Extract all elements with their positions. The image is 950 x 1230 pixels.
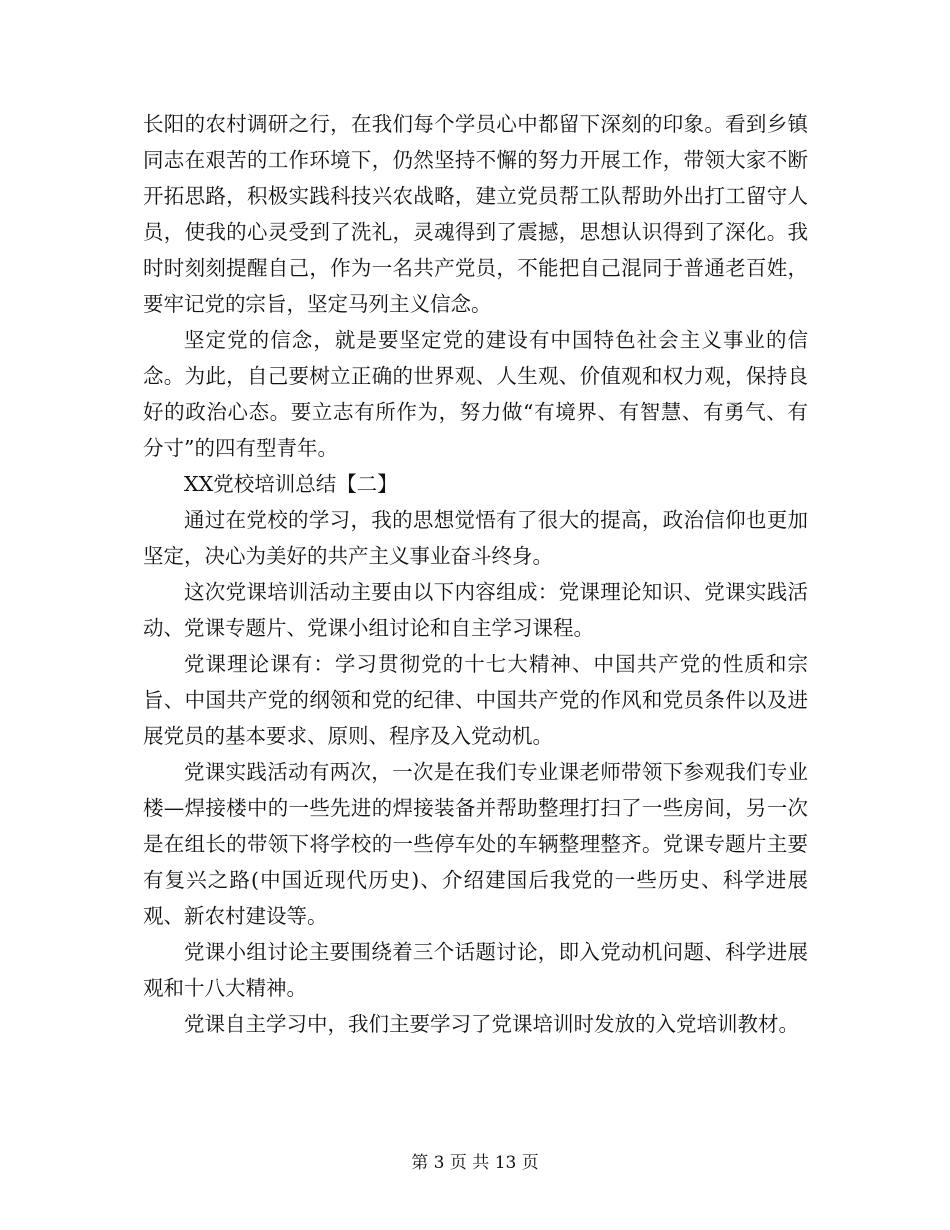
paragraph-4: 这次党课培训活动主要由以下内容组成：党课理论知识、党课实践活动、党课专题片、党课小组讨论和自主学习课程。	[143, 580, 808, 640]
paragraph-3: 通过在党校的学习，我的思想觉悟有了很大的提高，政治信仰也更加坚定，决心为美好的共产主义事业奋斗终身。	[143, 508, 808, 568]
paragraph-8: 党课自主学习中，我们主要学习了党课培训时发放的入党培训教材。	[184, 1012, 799, 1036]
page-footer: 第 3 页 共 13 页	[411, 1153, 539, 1173]
document-body	[143, 106, 808, 1042]
paragraph-7: 党课小组讨论主要围绕着三个话题讨论，即入党动机问题、科学进展观和十八大精神。	[143, 940, 808, 1000]
paragraph-2: 坚定党的信念，就是要坚定党的建设有中国特色社会主义事业的信念。为此，自己要树立正确的世界观、人生观、价值观和权力观，保持良好的政治心态。要立志有所作为，努力做“有境界、有智慧、有勇气、有分寸”的四有型青年。	[143, 328, 808, 460]
paragraph-5: 党课理论课有：学习贯彻党的十七大精神、中国共产党的性质和宗旨、中国共产党的纲领和党的纪律、中国共产党的作风和党员条件以及进展党员的基本要求、原则、程序及入党动机。	[143, 652, 808, 748]
paragraph-1: 长阳的农村调研之行，在我们每个学员心中都留下深刻的印象。看到乡镇同志在艰苦的工作环境下，仍然坚持不懈的努力开展工作，带领大家不断开拓思路，积极实践科技兴农战略，建立党员帮工队帮助外出打工留守人员，使我的心灵受到了洗礼，灵魂得到了震撼，思想认识得到了深化。我时时刻刻提醒自己，作为一名共产党员，不能把自己混同于普通老百姓，要牢记党的宗旨，坚定马列主义信念。	[143, 112, 808, 316]
section-heading: XX党校培训总结【二】	[184, 472, 398, 496]
paragraph-6: 党课实践活动有两次，一次是在我们专业课老师带领下参观我们专业楼—焊接楼中的一些先进的焊接装备并帮助整理打扫了一些房间，另一次是在组长的带领下将学校的一些停车处的车辆整理整齐。党课专题片主要有复兴之路(中国近现代历史)、介绍建国后我党的一些历史、科学进展观、新农村建设等。	[143, 760, 808, 928]
